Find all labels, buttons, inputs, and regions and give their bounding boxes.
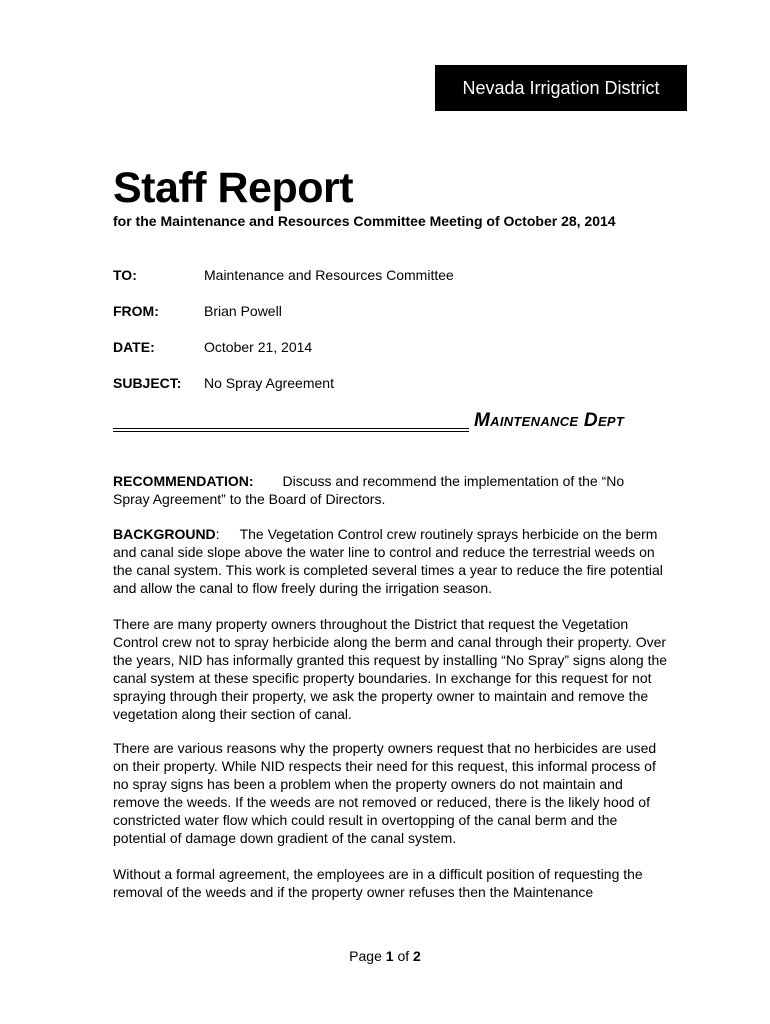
- page-footer: [0, 948, 770, 964]
- background-paragraph: [113, 525, 673, 597]
- page-current: 1: [385, 948, 394, 964]
- page-word: Page: [349, 948, 382, 964]
- memo-from-row: [113, 303, 282, 320]
- department-label: Maintenance Dept: [474, 410, 625, 431]
- memo-to-row: [113, 267, 454, 284]
- page-total: 2: [413, 948, 421, 964]
- divider-rule-top: [113, 428, 469, 429]
- memo-from-value: Brian Powell: [204, 303, 282, 319]
- memo-to-value: Maintenance and Resources Committee: [204, 267, 454, 283]
- recommendation-text-rest: Spray Agreement” to the Board of Directors.: [113, 491, 386, 507]
- memo-subject-row: [113, 375, 334, 392]
- memo-subject-label: SUBJECT:: [113, 375, 182, 391]
- body-paragraph-3: Without a formal agreement, the employees are in a difficult position of requesting the removal of the weeds and if the property owner refuses then the Maintenance: [113, 866, 643, 900]
- background-colon: :: [215, 526, 220, 542]
- memo-subject-value: No Spray Agreement: [204, 375, 334, 391]
- page-title: Staff Report: [113, 164, 354, 212]
- of-word: of: [397, 948, 410, 964]
- body-paragraph-1: There are many property owners throughout the District that request the Vegetation Control crew not to spray herbicide along the berm and canal through their property. Over the years, NID has informally granted this request by installing “No Spray” signs along the canal system at these specific property boundaries. In exchange for this request for not spraying through their property, we ask the property owner to maintain and remove the vegetation along their section of canal.: [113, 616, 668, 722]
- background-text: The Vegetation Control crew routinely sprays herbicide on the berm and canal side slope above the water line to control and reduce the terrestrial weeds on the canal system. This work is completed several times a year to reduce the fire potential and allow the canal to flow freely during the irrigation season.: [113, 526, 663, 596]
- memo-date-row: [113, 339, 312, 356]
- body-paragraph-2: There are various reasons why the property owners request that no herbicides are used on their property. While NID respects their need for this request, this informal process of no spray signs has been a problem when the property owners do not maintain and remove the weeds. If the weeds are not removed or reduced, there is the likely hood of constricted water flow which could result in overtopping of the canal berm and the potential of damage down gradient of the canal system.: [113, 740, 657, 846]
- report-subtitle: for the Maintenance and Resources Committee Meeting of October 28, 2014: [113, 213, 616, 229]
- organization-name: Nevada Irrigation District: [462, 77, 660, 98]
- recommendation-paragraph: [113, 472, 673, 508]
- recommendation-text-line1: Discuss and recommend the implementation of the “No: [282, 473, 625, 489]
- memo-from-label: FROM:: [113, 303, 159, 319]
- memo-to-label: TO:: [113, 267, 137, 283]
- recommendation-label: RECOMMENDATION:: [113, 473, 254, 489]
- memo-date-value: October 21, 2014: [204, 339, 313, 355]
- memo-date-label: DATE:: [113, 339, 155, 355]
- divider-rule-bottom: [113, 431, 469, 432]
- organization-banner: [435, 65, 687, 111]
- background-label: BACKGROUND: [113, 526, 216, 542]
